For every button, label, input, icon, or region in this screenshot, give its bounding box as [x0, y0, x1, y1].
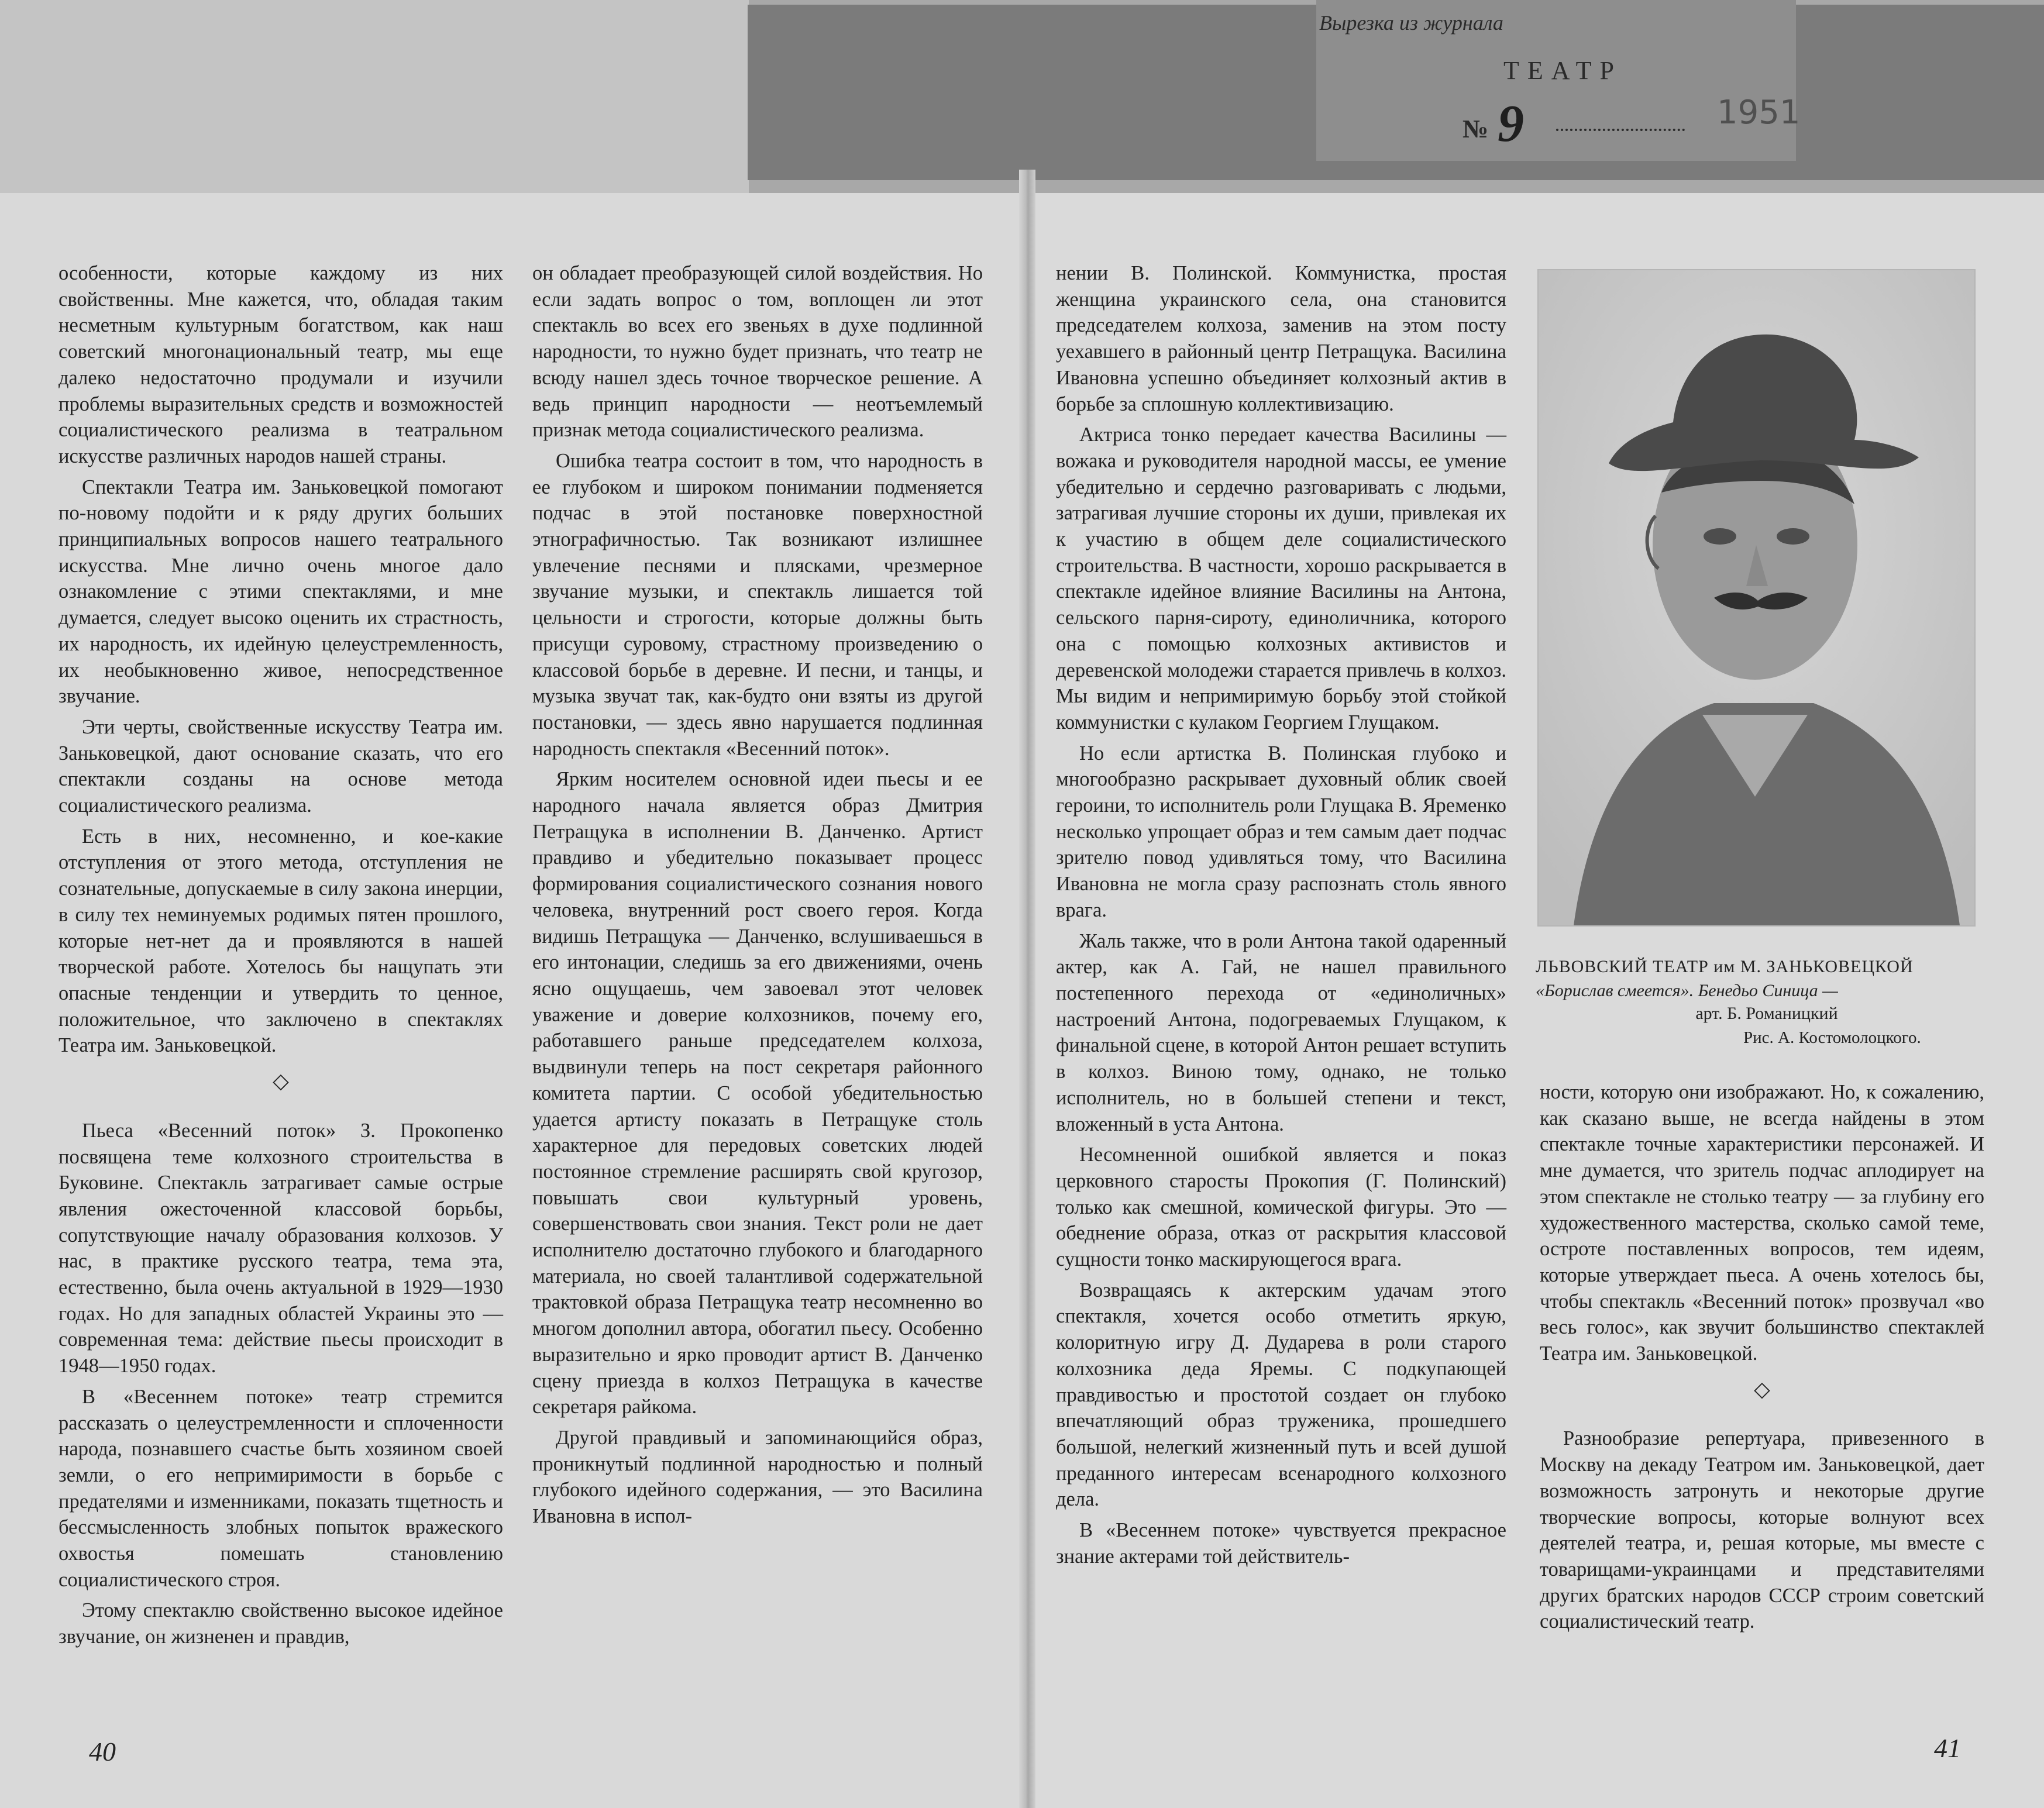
page-number-left: 40 [89, 1737, 116, 1766]
paragraph: Эти черты, свойственные искусству Театра им. Заньковецкой, дают основание сказать, что его спектакли созданы на основе метода социалистического реализма. [59, 715, 503, 817]
paragraph: Актриса тонко передает качества Василины — вожака и руководителя народной массы, ее умение убедительно и сердечно разговаривать с людьми, затрагивая лучшие стороны их души, привлекая их к участию в общем деле социалистического строительства. В частности, хорошо раскрывается в спектакле идейное влияние Василины на Антона, сельского парня-сироту, единоличника, которого она с помощью колхозных активистов и деревенской молодежи старается привлечь в колхоз. Мы видим и непримиримую борьбу этой стойкой коммунистки с кулаком Георгием Глущаком. [1056, 423, 1506, 733]
paragraph: Но если артистка В. Полинская глубоко и многообразно раскрывает духовный облик своей героини, то исполнитель роли Глущака В. Яременко несколько упрощает образ и тем самым дает подчас зрителю повод удивляться тому, что Василина Ивановна не могла сразу распознать столь явного врага. [1056, 742, 1506, 921]
article-column-3 [1056, 260, 1506, 1574]
illustration-caption-play: «Борислав смеется». Бенедьо Синица — [1536, 981, 1838, 1000]
paragraph: Ярким носителем основной идеи пьесы и ее народного начала является образ Дмитрия Петращука в исполнении В. Данченко. Артист правдиво и убедительно показывает процесс формирования социалистического сознания нового человека, внутренний рост своего героя. Когда видишь Петращука — Данченко, вслушиваешься в его интонации, следишь за его движениями, очень ясно ощущаешь, чем завоевал этот человек уважение и доверие колхозников, почему его, работавшего раньше председателем колхоза, выдвинули теперь на пост секретаря районного комитета партии. С особой убедительностью удается артисту показать в Петращуке столь характерное для передовых советских людей постоянное стремление расширять свой кругозор, повышать свои культурный уровень, совершенствовать свои знания. Текст роли не дает исполнителю достаточно глубокого и благодарного материала, но своей талантливой содержательной трактовкой образа Петращука театр несомненно во многом дополнил автора, обогатил пьесу. Особенно выразительно и ярко проводит артист В. Данченко сцену приезда в колхоз Петращука в качестве секретаря райкома. [532, 768, 983, 1418]
paragraph: Пьеса «Весенний поток» З. Прокопенко посвящена теме колхозного строительства в Буковине. Спектакль затрагивает самые острые явления ожесточенной классовой борьбы, сопутствующие началу образования колхозов. У нас, в практике русского театра, тема эта, естественно, была очень актуальной в 1929—1930 годах. Но для западных областей Украины это — современная тема: действие пьесы происходит в 1948—1950 годах. [59, 1119, 503, 1377]
clipping-issue-number: 9 [1498, 95, 1524, 153]
paragraph: Возвращаясь к актерским удачам этого спектакля, хочется особо отметить яркую, колоритную игру Д. Дударева в роли старого колхозника деда Яремы. С подкупающей правдивостью и простотой создает он глубоко впечатляющий образ труженика, прошедшего большой, нелегкий жизненный путь и всей душой преданного интересам всенародного колхозного дела. [1056, 1279, 1506, 1511]
section-separator: ◇ [1754, 1377, 1770, 1401]
paragraph: В «Весеннем потоке» театр стремится рассказать о целеустремленности и сплоченности народа, познавшего счастье быть хозяином своей земли, о его непримиримости в борьбе с предателями и изменниками, показать тщетность и бессмысленность злобных попыток вражеского охвостья помешать становлению социалистического строя. [59, 1385, 503, 1591]
paragraph: Жаль также, что в роли Антона такой одаренный актер, как А. Гай, не нашел правильного постепенного перехода от «единоличных» настроений Антона, подогреваемых Глущаком, к финальной сцене, в которой Антон решает вступить в колхоз. Виною тому, однако, не только исполнитель, но в большей степени и текст, вложенный в уста Антона. [1056, 929, 1506, 1135]
paragraph: Несомненной ошибкой является и показ церковного старосты Прокопия (Г. Полинский) только как смешной, комической фигуры. Это — обеднение образа, отказ от раскрытия классовой сущности тонко маскирующегося врага. [1056, 1144, 1506, 1271]
article-column-4 [1540, 1079, 1984, 1640]
page-number-right: 41 [1934, 1733, 1961, 1763]
portrait-drawing [1539, 270, 1974, 925]
paragraph: Другой правдивый и запоминающийся образ, проникнутый подлинной народностью и полный глубокого идейного содержания, — это Василина Ивановна в испол- [532, 1426, 983, 1528]
paragraph: Разнообразие репертуара, привезенного в Москву на декаду Театром им. Заньковецкой, дает возможность затронуть и некоторые другие творческие вопросы, которые волнуют всех деятелей театра, и, решая которые, мы вместе с товарищами-украинцами и представителями других братских народов СССР строим советский социалистический театр. [1540, 1427, 1984, 1633]
illustration-caption-title: ЛЬВОВСКИЙ ТЕАТР им М. ЗАНЬКОВЕЦКОЙ [1536, 957, 1914, 976]
paragraph: Ошибка театра состоит в том, что народность в ее глубоком и широком понимании подменяется подчас в этой постановке поверхностной этнографичностью. Так возникают излишнее увлечение песнями и плясками, чрезмерное звучание музыки, и спектакль лишается той цельности и строгости, которые должны быть присущи суровому, страстному произведению о классовой борьбе в деревне. И песни, и танцы, и музыка звучат так, как-будто они взяты из другой постановки, — здесь явно нарушается подлинная народность спектакля «Весенний поток». [532, 449, 983, 760]
paragraph: Этому спектаклю свойственно высокое идейное звучание, он жизненен и правдив, [59, 1599, 503, 1648]
paragraph: он обладает преобразующей силой воздействия. Но если задать вопрос о том, воплощен ли этот спектакль во всех его звеньях в духе подлинной народности, то нужно будет признать, что театр не всюду нашел здесь точное творческое решение. А ведь принцип народности — неотъемлемый признак метода социалистического реализма. [532, 262, 983, 442]
clipping-year: 1951 [1717, 94, 1801, 132]
paragraph: ности, которую они изображают. Но, к сожалению, как сказано выше, не всегда найдены в этом спектакле точные характеристики персонажей. И мне думается, что зритель подчас аплодирует на этом спектакле не столько театру — за глубину его художественного мастерства, сколько самой теме, остроте поставленных вопросов, тем идеям, которые утверждает пьеса. А очень хотелось бы, чтобы спектакль «Весенний поток» прозвучал «во весь голос», как звучит большинство спектаклей Театра им. Заньковецкой. [1540, 1081, 1984, 1365]
paragraph: особенности, которые каждому из них свойственны. Мне кажется, что, обладая таким несметным культурным богатством, как наш советский многонациональный театр, мы еще далеко недостаточно продумали и изучили проблемы выразительных средств и возможностей социалистического реализма в театральном искусстве различных народов нашей страны. [59, 262, 503, 467]
clipping-journal-title: ТЕАТР [1503, 56, 1623, 85]
portrait-illustration [1537, 269, 1976, 927]
section-separator: ◇ [273, 1069, 289, 1093]
paragraph: нении В. Полинской. Коммунистка, простая женщина украинского села, она становится председателем колхоза, заменив на этом посту уехавшего в районный центр Петращука. Василина Ивановна успешно объединяет колхозный актив в борьбе за сплошную коллективизацию. [1056, 262, 1506, 415]
illustration-credit: Рис. А. Костомолоцкого. [1743, 1028, 1921, 1047]
article-column-2 [532, 260, 983, 1534]
paragraph: Спектакли Театра им. Заньковецкой помогают по-новому подойти и к ряду других больших принципиальных вопросов нашего театрального искусства. Мне лично очень многое дало ознакомление с этими спектаклями, и мне думается, следует высоко оценить их страстность, их народность, их идейную целеустремленность, их необыкновенно живое, непосредственное звучание. [59, 476, 503, 708]
background-paper-strip [0, 0, 749, 196]
illustration-caption-actor: арт. Б. Романицкий [1695, 1004, 1838, 1023]
article-column-1 [59, 260, 503, 1655]
page-gutter [1019, 170, 1035, 1808]
paragraph: Есть в них, несомненно, и кое-какие отступления от этого метода, отступления не сознательные, допускаемые в силу закона инерции, в силу тех неминуемых родимых пятен прошлого, которые нет-нет да и проявляются в нашей творческой работе. Хотелось бы нащупать эти опасные тенденции и утвердить то ценное, положительное, что заключено в спектаклях Театра им. Заньковецкой. [59, 825, 503, 1057]
clipping-issue-prefix: № [1463, 115, 1489, 143]
paragraph: В «Весеннем потоке» чувствуется прекрасное знание актерами той действитель- [1056, 1519, 1506, 1568]
clipping-source-label: Вырезка из журнала [1319, 11, 1503, 35]
clipping-dotted-line [1556, 105, 1685, 131]
